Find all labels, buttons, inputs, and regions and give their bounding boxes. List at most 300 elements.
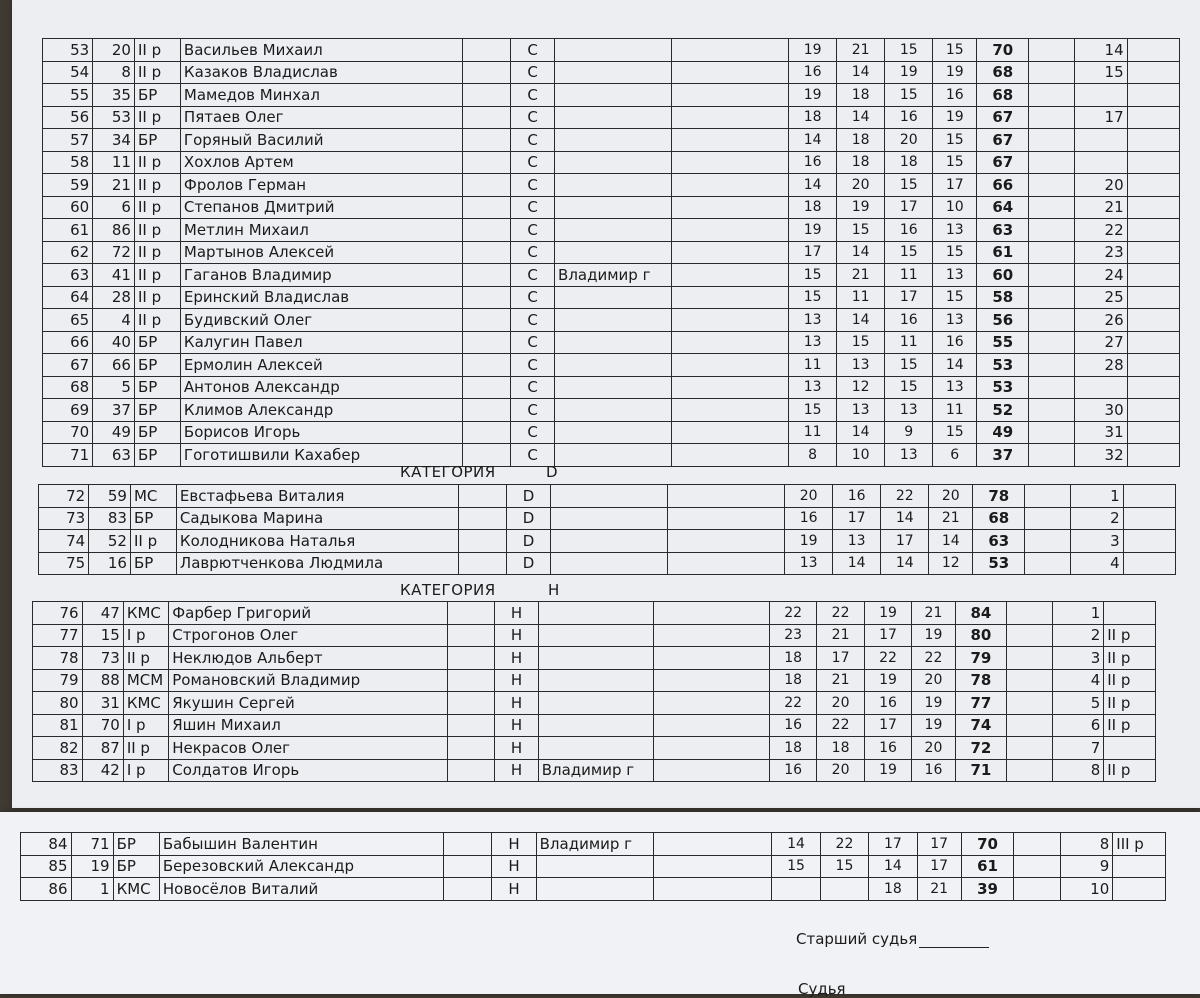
score-round-2-cell: 20 bbox=[837, 174, 885, 197]
rank-cell: БР bbox=[113, 833, 159, 856]
judge-label: Судья bbox=[798, 980, 846, 998]
awarded-rank-cell: II р bbox=[1104, 759, 1156, 782]
rank-cell: БР bbox=[134, 331, 180, 354]
empty-cell bbox=[1029, 421, 1075, 444]
score-round-2-cell: 14 bbox=[837, 241, 885, 264]
final-place-cell: 14 bbox=[1075, 39, 1127, 62]
rank-cell: БР bbox=[134, 376, 180, 399]
awarded-rank-cell bbox=[1127, 196, 1179, 219]
score-round-4-cell: 19 bbox=[912, 714, 955, 737]
category-cell: Н bbox=[492, 855, 536, 878]
empty-cell bbox=[672, 331, 789, 354]
category-cell: D bbox=[507, 552, 551, 575]
final-place-cell: 17 bbox=[1075, 106, 1127, 129]
city-cell bbox=[555, 444, 672, 467]
empty-cell bbox=[654, 714, 770, 737]
score-round-2-cell: 10 bbox=[837, 444, 885, 467]
bib-number-cell: 16 bbox=[89, 552, 131, 575]
empty-cell bbox=[1029, 241, 1075, 264]
score-round-2-cell: 20 bbox=[817, 692, 864, 715]
rank-cell: БР bbox=[134, 444, 180, 467]
empty-cell bbox=[654, 878, 772, 901]
score-round-2-cell: 22 bbox=[817, 714, 864, 737]
total-score-cell: 53 bbox=[973, 552, 1025, 575]
empty-cell bbox=[1007, 647, 1052, 670]
score-round-4-cell: 21 bbox=[917, 878, 961, 901]
bib-number-cell: 70 bbox=[82, 714, 123, 737]
awarded-rank-cell bbox=[1113, 855, 1166, 878]
score-round-4-cell: 19 bbox=[912, 624, 955, 647]
empty-cell bbox=[1007, 624, 1052, 647]
table-row bbox=[43, 241, 1180, 264]
score-round-4-cell: 14 bbox=[933, 354, 977, 377]
rank-cell: II р bbox=[123, 737, 168, 760]
category-cell: C bbox=[511, 354, 555, 377]
city-cell bbox=[536, 855, 654, 878]
empty-cell bbox=[1025, 485, 1071, 508]
final-place-cell: 7 bbox=[1052, 737, 1104, 760]
table-row bbox=[33, 692, 1156, 715]
total-score-cell: 74 bbox=[955, 714, 1007, 737]
awarded-rank-cell bbox=[1127, 309, 1179, 332]
place-cell: 68 bbox=[43, 376, 93, 399]
place-cell: 72 bbox=[39, 485, 89, 508]
city-cell bbox=[538, 737, 654, 760]
place-cell: 57 bbox=[43, 129, 93, 152]
score-round-2-cell: 18 bbox=[837, 84, 885, 107]
score-round-1-cell: 16 bbox=[789, 61, 837, 84]
awarded-rank-cell bbox=[1113, 878, 1166, 901]
category-cell: Н bbox=[495, 647, 538, 670]
empty-cell bbox=[447, 669, 494, 692]
category-cell: C bbox=[511, 241, 555, 264]
score-round-3-cell: 22 bbox=[881, 485, 929, 508]
score-round-2-cell: 15 bbox=[820, 855, 868, 878]
score-round-3-cell: 18 bbox=[885, 151, 933, 174]
score-round-4-cell: 16 bbox=[912, 759, 955, 782]
athlete-name-cell: Степанов Дмитрий bbox=[180, 196, 462, 219]
empty-cell bbox=[1029, 196, 1075, 219]
bib-number-cell: 83 bbox=[89, 507, 131, 530]
total-score-cell: 70 bbox=[961, 833, 1014, 856]
score-round-4-cell: 17 bbox=[933, 174, 977, 197]
category-cell: C bbox=[511, 174, 555, 197]
empty-cell bbox=[668, 485, 785, 508]
total-score-cell: 66 bbox=[977, 174, 1029, 197]
bib-number-cell: 88 bbox=[82, 669, 123, 692]
score-round-2-cell bbox=[820, 878, 868, 901]
table-row bbox=[33, 669, 1156, 692]
empty-cell bbox=[463, 61, 511, 84]
athlete-name-cell: Некрасов Олег bbox=[169, 737, 448, 760]
empty-cell bbox=[1029, 174, 1075, 197]
awarded-rank-cell bbox=[1123, 507, 1175, 530]
score-round-3-cell: 15 bbox=[885, 354, 933, 377]
final-place-cell: 25 bbox=[1075, 286, 1127, 309]
empty-cell bbox=[463, 219, 511, 242]
judge-signature bbox=[798, 980, 846, 998]
table-row bbox=[43, 309, 1180, 332]
bib-number-cell: 8 bbox=[93, 61, 135, 84]
city-cell bbox=[536, 878, 654, 901]
empty-cell bbox=[1029, 106, 1075, 129]
category-cell: C bbox=[511, 444, 555, 467]
category-cell: C bbox=[511, 399, 555, 422]
score-round-1-cell: 14 bbox=[789, 129, 837, 152]
empty-cell bbox=[1029, 354, 1075, 377]
category-cell: C bbox=[511, 219, 555, 242]
score-round-1-cell: 16 bbox=[769, 714, 816, 737]
city-cell bbox=[555, 151, 672, 174]
place-cell: 80 bbox=[33, 692, 83, 715]
empty-cell bbox=[654, 692, 770, 715]
empty-cell bbox=[1014, 833, 1060, 856]
score-round-1-cell bbox=[772, 878, 820, 901]
city-cell bbox=[555, 331, 672, 354]
score-round-2-cell: 21 bbox=[817, 624, 864, 647]
empty-cell bbox=[463, 39, 511, 62]
rank-cell: II р bbox=[134, 106, 180, 129]
place-cell: 60 bbox=[43, 196, 93, 219]
place-cell: 67 bbox=[43, 354, 93, 377]
empty-cell bbox=[459, 530, 507, 553]
score-round-4-cell: 15 bbox=[933, 286, 977, 309]
place-cell: 85 bbox=[21, 855, 72, 878]
total-score-cell: 61 bbox=[961, 855, 1014, 878]
table-row bbox=[33, 624, 1156, 647]
empty-cell bbox=[1029, 39, 1075, 62]
score-round-3-cell: 11 bbox=[885, 264, 933, 287]
table-row bbox=[39, 552, 1176, 575]
rank-cell: I р bbox=[123, 759, 168, 782]
score-round-4-cell: 10 bbox=[933, 196, 977, 219]
table-row bbox=[43, 286, 1180, 309]
score-round-3-cell: 17 bbox=[885, 286, 933, 309]
empty-cell bbox=[463, 331, 511, 354]
city-cell bbox=[555, 309, 672, 332]
final-place-cell: 3 bbox=[1052, 647, 1104, 670]
place-cell: 79 bbox=[33, 669, 83, 692]
score-round-3-cell: 16 bbox=[885, 309, 933, 332]
empty-cell bbox=[1025, 552, 1071, 575]
final-place-cell: 30 bbox=[1075, 399, 1127, 422]
empty-cell bbox=[463, 196, 511, 219]
table-row bbox=[33, 602, 1156, 625]
score-round-3-cell: 11 bbox=[885, 331, 933, 354]
rank-cell: БР bbox=[130, 507, 176, 530]
empty-cell bbox=[1007, 714, 1052, 737]
rank-cell: БР bbox=[134, 354, 180, 377]
score-round-3-cell: 19 bbox=[885, 61, 933, 84]
score-round-4-cell: 17 bbox=[917, 833, 961, 856]
city-cell bbox=[555, 84, 672, 107]
table-row bbox=[33, 714, 1156, 737]
rank-cell: II р bbox=[134, 174, 180, 197]
place-cell: 78 bbox=[33, 647, 83, 670]
awarded-rank-cell bbox=[1127, 241, 1179, 264]
empty-cell bbox=[459, 552, 507, 575]
chief-judge-label: Старший судья bbox=[796, 930, 918, 948]
score-round-1-cell: 19 bbox=[785, 530, 833, 553]
score-round-4-cell: 16 bbox=[933, 331, 977, 354]
place-cell: 71 bbox=[43, 444, 93, 467]
city-cell bbox=[538, 602, 654, 625]
bib-number-cell: 72 bbox=[93, 241, 135, 264]
table-row bbox=[21, 878, 1166, 901]
rank-cell: КМС bbox=[123, 602, 168, 625]
empty-cell bbox=[672, 241, 789, 264]
total-score-cell: 58 bbox=[977, 286, 1029, 309]
score-round-2-cell: 15 bbox=[837, 331, 885, 354]
category-c-table bbox=[42, 38, 1180, 467]
category-cell: C bbox=[511, 309, 555, 332]
empty-cell bbox=[1007, 737, 1052, 760]
score-round-1-cell: 17 bbox=[789, 241, 837, 264]
city-cell bbox=[555, 286, 672, 309]
score-round-2-cell: 19 bbox=[837, 196, 885, 219]
table-row bbox=[39, 530, 1176, 553]
total-score-cell: 80 bbox=[955, 624, 1007, 647]
athlete-name-cell: Ермолин Алексей bbox=[180, 354, 462, 377]
score-round-1-cell: 15 bbox=[772, 855, 820, 878]
table-row bbox=[33, 737, 1156, 760]
score-round-2-cell: 21 bbox=[837, 39, 885, 62]
empty-cell bbox=[1029, 331, 1075, 354]
city-cell bbox=[555, 39, 672, 62]
score-round-3-cell: 19 bbox=[864, 759, 911, 782]
awarded-rank-cell: II р bbox=[1104, 647, 1156, 670]
empty-cell bbox=[447, 737, 494, 760]
empty-cell bbox=[672, 129, 789, 152]
athlete-name-cell: Якушин Сергей bbox=[169, 692, 448, 715]
awarded-rank-cell bbox=[1104, 737, 1156, 760]
score-round-2-cell: 18 bbox=[817, 737, 864, 760]
score-round-1-cell: 13 bbox=[789, 309, 837, 332]
category-cell: Н bbox=[495, 692, 538, 715]
athlete-name-cell: Новосёлов Виталий bbox=[159, 878, 443, 901]
place-cell: 64 bbox=[43, 286, 93, 309]
empty-cell bbox=[1007, 669, 1052, 692]
bib-number-cell: 15 bbox=[82, 624, 123, 647]
place-cell: 56 bbox=[43, 106, 93, 129]
total-score-cell: 63 bbox=[973, 530, 1025, 553]
score-round-2-cell: 21 bbox=[837, 264, 885, 287]
category-d-table bbox=[38, 484, 1176, 575]
bib-number-cell: 41 bbox=[93, 264, 135, 287]
empty-cell bbox=[672, 354, 789, 377]
rank-cell: БР bbox=[113, 855, 159, 878]
empty-cell bbox=[1029, 61, 1075, 84]
athlete-name-cell: Хохлов Артем bbox=[180, 151, 462, 174]
signature-line bbox=[919, 933, 989, 948]
city-cell: Владимир г bbox=[538, 759, 654, 782]
empty-cell bbox=[1014, 878, 1060, 901]
empty-cell bbox=[463, 241, 511, 264]
awarded-rank-cell: III р bbox=[1113, 833, 1166, 856]
final-place-cell: 28 bbox=[1075, 354, 1127, 377]
total-score-cell: 78 bbox=[955, 669, 1007, 692]
final-place-cell bbox=[1075, 151, 1127, 174]
score-round-2-cell: 13 bbox=[837, 399, 885, 422]
athlete-name-cell: Евстафьева Виталия bbox=[176, 485, 458, 508]
score-round-1-cell: 18 bbox=[789, 196, 837, 219]
final-place-cell: 4 bbox=[1071, 552, 1123, 575]
rank-cell: II р bbox=[134, 151, 180, 174]
athlete-name-cell: Климов Александр bbox=[180, 399, 462, 422]
score-round-4-cell: 21 bbox=[929, 507, 973, 530]
empty-cell bbox=[1029, 286, 1075, 309]
empty-cell bbox=[654, 669, 770, 692]
category-h-table bbox=[32, 601, 1156, 782]
score-round-4-cell: 11 bbox=[933, 399, 977, 422]
bib-number-cell: 28 bbox=[93, 286, 135, 309]
score-round-3-cell: 13 bbox=[885, 399, 933, 422]
empty-cell bbox=[463, 151, 511, 174]
final-place-cell: 20 bbox=[1075, 174, 1127, 197]
city-cell bbox=[555, 196, 672, 219]
empty-cell bbox=[672, 61, 789, 84]
rank-cell: II р bbox=[134, 219, 180, 242]
awarded-rank-cell: II р bbox=[1104, 624, 1156, 647]
final-place-cell: 27 bbox=[1075, 331, 1127, 354]
score-round-1-cell: 22 bbox=[769, 602, 816, 625]
score-round-1-cell: 19 bbox=[789, 219, 837, 242]
category-cell: C bbox=[511, 106, 555, 129]
table-row bbox=[43, 129, 1180, 152]
score-round-3-cell: 18 bbox=[869, 878, 917, 901]
score-round-2-cell: 18 bbox=[837, 151, 885, 174]
score-round-3-cell: 17 bbox=[864, 714, 911, 737]
category-cell: Н bbox=[495, 759, 538, 782]
table-row bbox=[43, 39, 1180, 62]
place-cell: 86 bbox=[21, 878, 72, 901]
total-score-cell: 63 bbox=[977, 219, 1029, 242]
place-cell: 81 bbox=[33, 714, 83, 737]
score-round-1-cell: 13 bbox=[789, 331, 837, 354]
empty-cell bbox=[1029, 151, 1075, 174]
category-cell: Н bbox=[495, 624, 538, 647]
bib-number-cell: 31 bbox=[82, 692, 123, 715]
category-cell: C bbox=[511, 331, 555, 354]
score-round-1-cell: 16 bbox=[769, 759, 816, 782]
score-round-3-cell: 16 bbox=[885, 219, 933, 242]
score-round-1-cell: 8 bbox=[789, 444, 837, 467]
table-row bbox=[43, 196, 1180, 219]
score-round-3-cell: 19 bbox=[864, 669, 911, 692]
rank-cell: МСМ bbox=[123, 669, 168, 692]
bib-number-cell: 71 bbox=[71, 833, 113, 856]
empty-cell bbox=[1029, 376, 1075, 399]
score-round-1-cell: 20 bbox=[785, 485, 833, 508]
empty-cell bbox=[447, 647, 494, 670]
final-place-cell: 9 bbox=[1060, 855, 1113, 878]
bib-number-cell: 52 bbox=[89, 530, 131, 553]
total-score-cell: 71 bbox=[955, 759, 1007, 782]
total-score-cell: 61 bbox=[977, 241, 1029, 264]
bib-number-cell: 11 bbox=[93, 151, 135, 174]
category-cell: C bbox=[511, 421, 555, 444]
empty-cell bbox=[654, 759, 770, 782]
city-cell bbox=[555, 421, 672, 444]
athlete-name-cell: Гоготишвили Кахабер bbox=[180, 444, 462, 467]
bib-number-cell: 59 bbox=[89, 485, 131, 508]
rank-cell: II р bbox=[134, 39, 180, 62]
empty-cell bbox=[447, 714, 494, 737]
score-round-2-cell: 22 bbox=[820, 833, 868, 856]
bib-number-cell: 63 bbox=[93, 444, 135, 467]
empty-cell bbox=[672, 444, 789, 467]
rank-cell: КМС bbox=[113, 878, 159, 901]
place-cell: 62 bbox=[43, 241, 93, 264]
awarded-rank-cell bbox=[1127, 376, 1179, 399]
rank-cell: II р bbox=[123, 647, 168, 670]
score-round-4-cell: 15 bbox=[933, 241, 977, 264]
place-cell: 53 bbox=[43, 39, 93, 62]
rank-cell: БР bbox=[130, 552, 176, 575]
category-h-heading bbox=[400, 581, 560, 599]
place-cell: 77 bbox=[33, 624, 83, 647]
total-score-cell: 53 bbox=[977, 354, 1029, 377]
athlete-name-cell: Бабышин Валентин bbox=[159, 833, 443, 856]
athlete-name-cell: Солдатов Игорь bbox=[169, 759, 448, 782]
empty-cell bbox=[1029, 129, 1075, 152]
table-row bbox=[43, 444, 1180, 467]
score-round-4-cell: 21 bbox=[912, 602, 955, 625]
awarded-rank-cell: II р bbox=[1104, 669, 1156, 692]
bib-number-cell: 73 bbox=[82, 647, 123, 670]
city-cell bbox=[555, 61, 672, 84]
score-round-1-cell: 13 bbox=[785, 552, 833, 575]
total-score-cell: 52 bbox=[977, 399, 1029, 422]
empty-cell bbox=[654, 833, 772, 856]
final-place-cell: 3 bbox=[1071, 530, 1123, 553]
rank-cell: II р bbox=[134, 264, 180, 287]
category-cell: C bbox=[511, 376, 555, 399]
empty-cell bbox=[654, 602, 770, 625]
athlete-name-cell: Мартынов Алексей bbox=[180, 241, 462, 264]
category-cell: Н bbox=[492, 833, 536, 856]
category-h-letter: H bbox=[548, 581, 560, 599]
empty-cell bbox=[654, 855, 772, 878]
city-cell: Владимир г bbox=[536, 833, 654, 856]
category-cell: C bbox=[511, 264, 555, 287]
athlete-name-cell: Фролов Герман bbox=[180, 174, 462, 197]
category-d-word: КАТЕГОРИЯ bbox=[400, 463, 496, 481]
awarded-rank-cell bbox=[1127, 174, 1179, 197]
total-score-cell: 84 bbox=[955, 602, 1007, 625]
athlete-name-cell: Неклюдов Альберт bbox=[169, 647, 448, 670]
table-row bbox=[43, 219, 1180, 242]
final-place-cell: 4 bbox=[1052, 669, 1104, 692]
score-round-1-cell: 19 bbox=[789, 39, 837, 62]
category-cell: C bbox=[511, 39, 555, 62]
score-round-1-cell: 15 bbox=[789, 286, 837, 309]
athlete-name-cell: Будивский Олег bbox=[180, 309, 462, 332]
score-round-1-cell: 18 bbox=[769, 737, 816, 760]
empty-cell bbox=[654, 737, 770, 760]
bib-number-cell: 4 bbox=[93, 309, 135, 332]
score-round-3-cell: 17 bbox=[864, 624, 911, 647]
athlete-name-cell: Мамедов Минхал bbox=[180, 84, 462, 107]
score-round-3-cell: 16 bbox=[864, 737, 911, 760]
empty-cell bbox=[1029, 444, 1075, 467]
place-cell: 58 bbox=[43, 151, 93, 174]
score-round-1-cell: 22 bbox=[769, 692, 816, 715]
final-place-cell: 5 bbox=[1052, 692, 1104, 715]
category-cell: D bbox=[507, 485, 551, 508]
awarded-rank-cell bbox=[1127, 39, 1179, 62]
score-round-1-cell: 11 bbox=[789, 354, 837, 377]
